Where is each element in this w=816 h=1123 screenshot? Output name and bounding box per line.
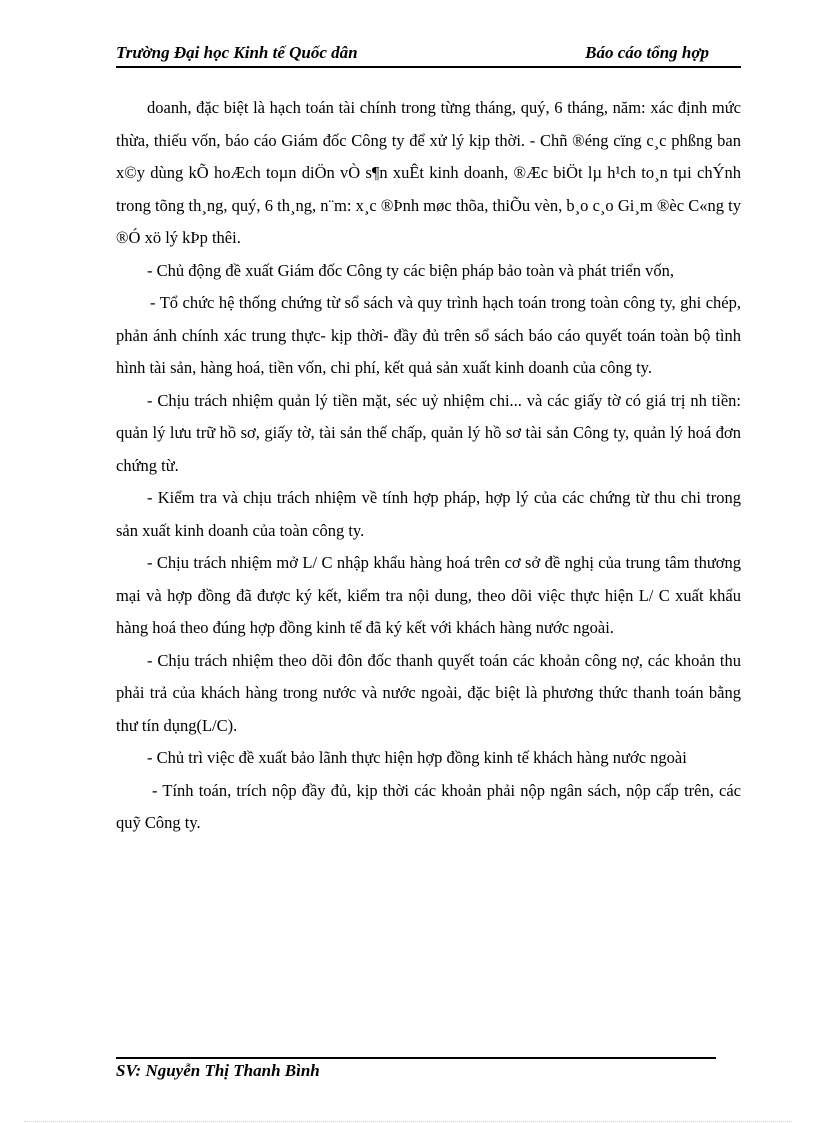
paragraph-1: doanh, đặc biệt là hạch toán tài chính trong từng tháng, quý, 6 tháng, năm: xác định mức thừa, thiếu vốn, báo cáo Giám đốc Công ty để xử lý kịp thời. - Chñ ®éng cïng c¸c phßng ban x©y dùng kÕ hoÆch toµn diÖn vÒ s¶n xuÊt kinh doanh, ®Æc biÖt lµ h¹ch to¸n tµi chÝnh trong tõng th¸ng, quý, 6 th¸ng, n¨m: x¸c ®Þnh møc thõa, thiÕu vèn, b¸o c¸o Gi¸m ®èc C«ng ty ®Ó xö lý kÞp thêi.	[116, 98, 741, 247]
report-title: Báo cáo tổng hợp	[585, 43, 709, 62]
student-name: SV: Nguyễn Thị Thanh Bình	[116, 1061, 320, 1080]
paragraph-2: - Chủ động đề xuất Giám đốc Công ty các biện pháp bảo toàn và phát triển vốn,	[147, 260, 674, 280]
paragraph-7: - Chịu trách nhiệm theo dõi đôn đốc thanh quyết toán các khoản công nợ, các khoản thu phải trả của khách hàng trong nước và nước ngoài, đặc biệt là phương thức thanh toán bằng thư tín dụng(L/C).	[116, 650, 741, 735]
university-name: Trường Đại học Kinh tế Quốc dân	[116, 43, 358, 62]
document-body	[116, 92, 741, 840]
header-rule	[116, 66, 741, 68]
paragraph-8: - Chủ trì việc đề xuất bảo lãnh thực hiện hợp đồng kinh tế khách hàng nước ngoài	[147, 748, 687, 767]
page-header	[116, 40, 741, 68]
paragraph-4: - Chịu trách nhiệm quản lý tiền mặt, séc uỷ nhiệm chi... và các giấy tờ có giá trị nh tiền: quản lý lưu trữ hồ sơ, giấy tờ, tài sản thế chấp, quản lý hồ sơ tài sản Công ty, quản lý hoá đơn chứng từ.	[116, 390, 741, 475]
paragraph-9: - Tính toán, trích nộp đầy đủ, kịp thời các khoản phải nộp ngân sách, nộp cấp trên, các quỹ Công ty.	[116, 780, 741, 832]
footer-rule	[116, 1057, 716, 1059]
paragraph-6: - Chịu trách nhiệm mở L/ C nhập khẩu hàng hoá trên cơ sở đề nghị của trung tâm thương mại và hợp đồng đã được ký kết, kiểm tra nội dung, theo dõi việc thực hiện L/ C xuất khẩu hàng hoá theo đúng hợp đồng kinh tế đã ký kết với khách hàng nước ngoài.	[116, 553, 741, 637]
paragraph-5: - Kiểm tra và chịu trách nhiệm về tính hợp pháp, hợp lý của các chứng từ thu chi trong sản xuất kinh doanh của toàn công ty.	[116, 488, 741, 540]
paragraph-3: - Tổ chức hệ thống chứng từ sổ sách và quy trình hạch toán trong toàn công ty, ghi chép, phản ánh chính xác trung thực- kịp thời- đầy đủ trên sổ sách báo cáo quyết toán toàn bộ tình hình tài sản, hàng hoá, tiền vốn, chi phí, kết quả sản xuất kinh doanh của công ty.	[116, 293, 741, 377]
page-bottom-border	[24, 1121, 792, 1122]
